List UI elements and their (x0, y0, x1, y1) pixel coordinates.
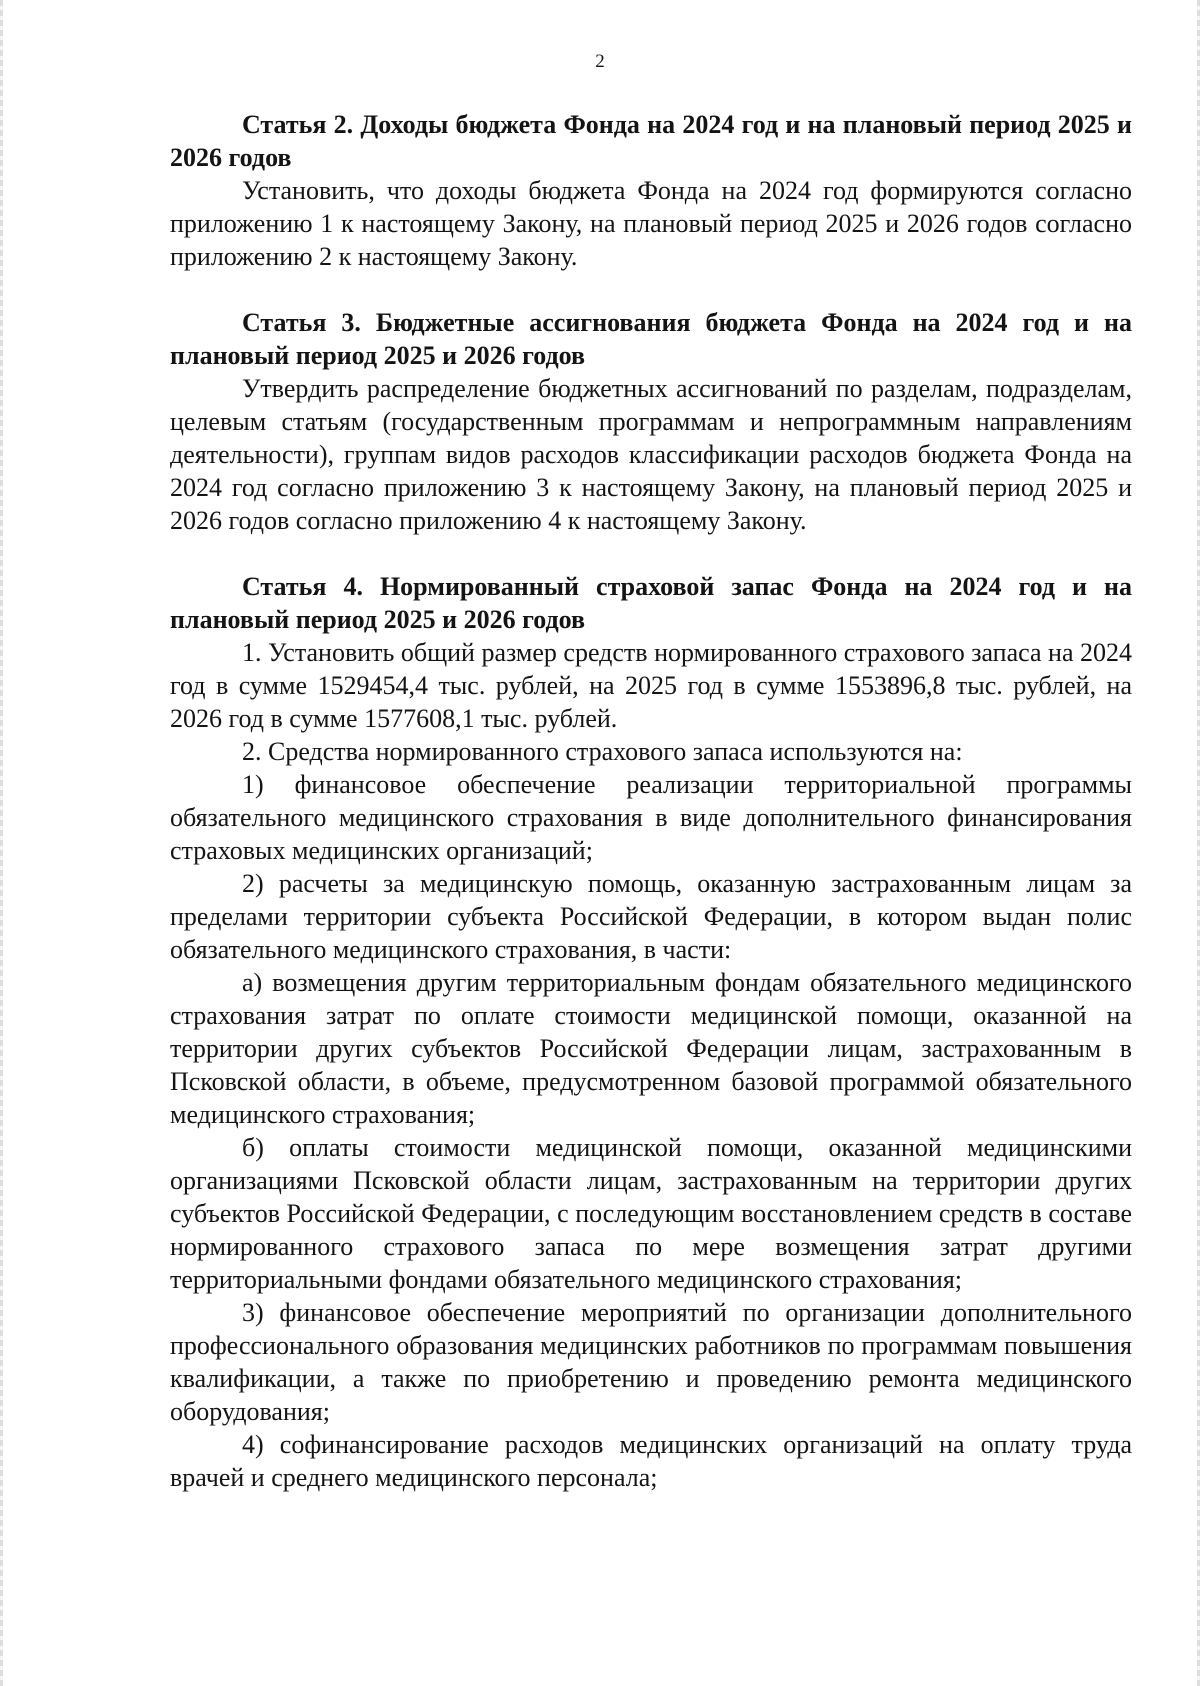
article-paragraph: Установить, что доходы бюджета Фонда на 2024 год формируются согласно приложению 1 к настоящему Закону, на плановый период 2025 и 2026 годов согласно приложению 2 к настоящему Закону. (170, 176, 1132, 271)
article-heading: Статья 3. Бюджетные ассигнования бюджета Фонда на 2024 год и на плановый период 2025 и 2026 годов (170, 308, 1132, 370)
article-heading: Статья 4. Нормированный страховой запас Фонда на 2024 год и на плановый период 2025 и 2026 годов (170, 572, 1132, 634)
article-paragraph: 1) финансовое обеспечение реализации территориальной программы обязательного медицинского страхования в виде дополнительного финансирования страховых медицинских организаций; (170, 770, 1132, 865)
article-paragraph: 1. Установить общий размер средств нормированного страхового запаса на 2024 год в сумме 1529454,4 тыс. рублей, на 2025 год в сумме 1553896,8 тыс. рублей, на 2026 год в сумме 1577608,1 тыс. рублей. (170, 638, 1132, 733)
article-paragraph: а) возмещения другим территориальным фондам обязательного медицинского страхования затрат по оплате стоимости медицинской помощи, оказанной на территории других субъектов Российской Федерации лицам, застрахованным в Псковской области, в объеме, предусмотренном базовой программой обязательного медицинского страхования; (170, 968, 1132, 1129)
document-body (170, 108, 1132, 1494)
article-paragraph: Утвердить распределение бюджетных ассигнований по разделам, подразделам, целевым статьям (государственным программам и непрограммным направлениям деятельности), группам видов расходов классификации расходов бюджета Фонда на 2024 год согласно приложению 3 к настоящему Закону, на плановый период 2025 и 2026 годов согласно приложению 4 к настоящему Закону. (170, 374, 1132, 535)
scan-edge-left (0, 0, 3, 1686)
article-paragraph: 3) финансовое обеспечение мероприятий по организации дополнительного профессионального образования медицинских работников по программам повышения квалификации, а также по приобретению и проведению ремонта медицинского оборудования; (170, 1298, 1132, 1426)
article-4 (170, 570, 1132, 1494)
article-2 (170, 108, 1132, 273)
article-paragraph: б) оплаты стоимости медицинской помощи, оказанной медицинскими организациями Псковской области лицам, застрахованным на территории других субъектов Российской Федерации, с последующим восстановлением средств в составе нормированного страхового запаса по мере возмещения затрат другими территориальными фондами обязательного медицинского страхования; (170, 1133, 1132, 1294)
article-heading: Статья 2. Доходы бюджета Фонда на 2024 год и на плановый период 2025 и 2026 годов (170, 110, 1132, 172)
article-paragraph: 2. Средства нормированного страхового запаса используются на: (242, 737, 963, 766)
article-paragraph: 2) расчеты за медицинскую помощь, оказанную застрахованным лицам за пределами территории субъекта Российской Федерации, в котором выдан полис обязательного медицинского страхования, в части: (170, 869, 1132, 964)
article-paragraph: 4) софинансирование расходов медицинских организаций на оплату труда врачей и среднего медицинского персонала; (170, 1430, 1132, 1492)
article-3 (170, 306, 1132, 537)
page-number: 2 (595, 51, 605, 72)
